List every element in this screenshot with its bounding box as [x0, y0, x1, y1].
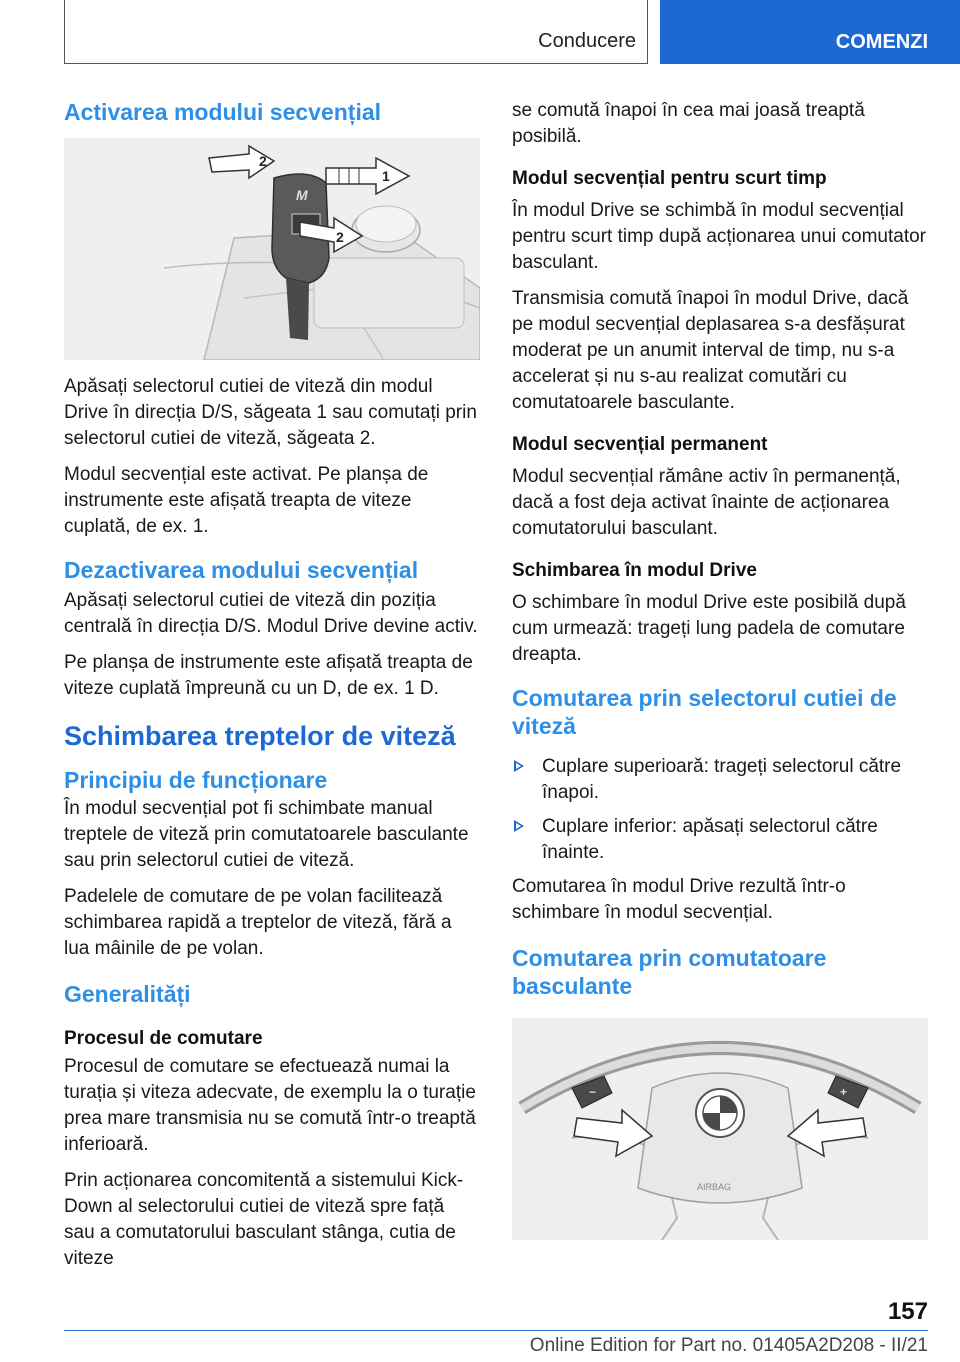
- heading-deactivate-sequential: Dezactivarea modului secvențial: [64, 557, 419, 583]
- selector-logo-text: M: [296, 187, 308, 203]
- figure-steering-wheel: [512, 1018, 928, 1240]
- paragraph-kickdown: Prin acționarea concomitentă a sistemului Kick-Down al selectorului cutiei de viteză spre față sau a comutatorului basculant stânga, cutia de viteze: [64, 1170, 464, 1269]
- heading-gear-shifting: Schimbarea treptelor de viteză: [64, 721, 456, 751]
- paragraph-continued: se comută înapoi în cea mai joasă treaptă posibilă.: [512, 100, 865, 147]
- selector-arrow2a-number: 2: [259, 153, 267, 169]
- paragraph-selector-drive: Comutarea în modul Drive rezultă într-o schimbare în modul secvențial.: [512, 876, 846, 923]
- header-chapter-tab: [660, 0, 960, 64]
- heading-activate-sequential: Activarea modului secvențial: [64, 99, 382, 125]
- selector-arrow1-number: 1: [382, 168, 390, 184]
- heading-short-sequential: Modul secvențial pentru scurt timp: [512, 168, 827, 189]
- heading-permanent-sequential: Modul secvențial permanent: [512, 434, 768, 455]
- bullet-triangle-icon: [514, 760, 524, 772]
- wheel-airbag-label: AIRBAG: [697, 1182, 732, 1192]
- heading-shifting-process: Procesul de comutare: [64, 1028, 263, 1049]
- figure-gear-selector: [64, 138, 480, 360]
- page-number: 157: [887, 1298, 928, 1325]
- wheel-right-paddle-plus: +: [840, 1085, 848, 1099]
- heading-selector-shifting: Comutarea prin selectorul cutiei de viteză: [512, 685, 897, 739]
- paragraph-permanent: Modul secvențial rămâne activ în permanență, dacă a fost deja activat înainte de acționarea comutatorului basculant.: [512, 466, 901, 539]
- footer-edition: Online Edition for Part no. 01405A2D208 - II/21: [529, 1335, 928, 1356]
- bullet-triangle-icon: [514, 820, 524, 832]
- footer-divider: [64, 1330, 928, 1331]
- heading-paddle-shifting: Comutarea prin comutatoare basculante: [512, 945, 827, 999]
- paragraph-short-2: Transmisia comută înapoi în modul Drive, dacă pe modul secvențial deplasarea s-a desfășurat moderat pe un anumit interval de timp, nu s-a accelerat și nu s-au realizat comutări cu comutatoarele basculante.: [512, 288, 909, 413]
- paragraph-press-central: Apăsați selectorul cutiei de viteză din poziția centrală în direcția D/S. Modul Drive devine activ.: [64, 590, 478, 637]
- paragraph-gear-with-d: Pe planșa de instrumente este afișată treapta de viteze cuplată împreună cu un D, de ex. 1 D.: [64, 652, 473, 699]
- left-column: [64, 98, 480, 1282]
- paragraph-manual-shifting: În modul secvențial pot fi schimbate manual treptele de viteză prin comutatoarele basculante sau prin selectorul cutiei de viteză.: [64, 798, 469, 871]
- paragraph-shift-paddles: Padelele de comutare de pe volan facilitează schimbarea rapidă a treptelor de viteză, fără a lua mâinile de pe volan.: [64, 886, 452, 959]
- right-column: [512, 98, 928, 1240]
- heading-change-to-drive: Schimbarea în modul Drive: [512, 560, 757, 581]
- heading-general: Generalități: [64, 981, 191, 1007]
- steering-wheel-illustration: [512, 1018, 928, 1240]
- wheel-left-paddle-minus: −: [589, 1085, 597, 1099]
- header-section-title: Conducere: [538, 30, 636, 52]
- paragraph-short-1: În modul Drive se schimbă în modul secvențial pentru scurt timp după acționarea unui comutator basculant.: [512, 200, 927, 273]
- selector-arrow2b-number: 2: [336, 229, 344, 245]
- paragraph-change-to-drive: O schimbare în modul Drive este posibilă după cum urmează: trageți lung padela de comutare dreapta.: [512, 592, 906, 665]
- bullet-downshift: [512, 814, 928, 866]
- header-chapter-label: COMENZI: [835, 31, 928, 53]
- bullet-downshift-text: Cuplare inferior: apăsați selectorul către înainte.: [542, 816, 878, 863]
- paragraph-press-selector: Apăsați selectorul cutiei de viteză din modul Drive în direcția D/S, săgeata 1 sau comutați prin selectorul cutiei de viteză, săgeata 2.: [64, 376, 477, 449]
- heading-principle: Principiu de funcționare: [64, 767, 328, 793]
- gear-selector-illustration: [64, 138, 480, 360]
- bullet-upshift: [512, 754, 928, 806]
- paragraph-process: Procesul de comutare se efectuează numai la turația și viteza adecvate, de exemplu la o turație prea mare transmisia nu se comută într-o treaptă inferioară.: [64, 1056, 476, 1155]
- bullet-upshift-text: Cuplare superioară: trageți selectorul către înapoi.: [542, 756, 902, 803]
- paragraph-sequential-active: Modul secvențial este activat. Pe planșa de instrumente este afișată treapta de viteze cuplată, de ex. 1.: [64, 464, 429, 537]
- selector-bullet-list: [512, 754, 928, 866]
